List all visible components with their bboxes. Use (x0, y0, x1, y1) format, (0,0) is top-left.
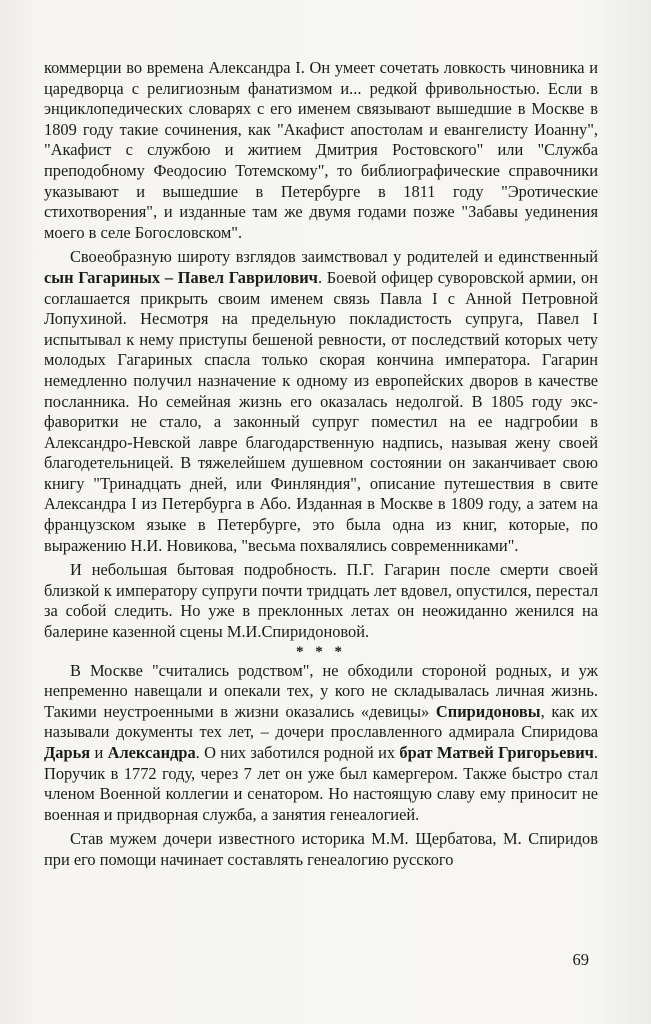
bold-name: Дарья (44, 743, 91, 762)
bold-name: Спиридоновы (435, 701, 541, 721)
bold-name: сын Гагариных – Павел Гаврилович (44, 267, 318, 287)
paragraph-p5 (44, 829, 598, 870)
section-separator: * * * (296, 643, 346, 660)
text-run: и (90, 743, 108, 762)
text-run: . О них заботился родной их (195, 743, 400, 762)
paragraph-p2 (44, 247, 598, 556)
body-text (44, 58, 598, 871)
text-run: . Боевой офицер суворовской армии, он соглашается прикрыть своим именем связь Павла I с Анной Петровной Лопухиной. Несмотря на предельную покладистость супруга, Павел I испытывал к нему приступы бешеной ревности, от последствий которых чету молодых Гагариных спасла только скорая кончина императора. Гагарин немедленно получил назначение к одному из европейских дворов в качестве посланника. Но семейная жизнь его оказалась недолгой. В 1805 году экс-фаворитки не стало, а законный супруг поместил на ее надгробии в Александро-Невской лавре благодарственную надпись, называя жену своей благодетельницей. В тяжелейшем душевном состоянии он заканчивает свою книгу "Тринадцать дней, или Финляндия", описание путешествия в свите Александра I из Петербурга в Або. Изданная в Москве в 1809 году, а затем на французском языке в Петербурге, это была одна из книг, которые, по выражению Н.И. Новикова, "весьма похвалялись современниками". (44, 267, 598, 555)
text-run: Своеобразную широту взглядов заимствовал у родителей и единственный (70, 247, 598, 267)
text-run: коммерции во времена Александра I. Он умеет сочетать ловкость чиновника и царедворца с религиозным фанатизмом и... редкой фривольностью. Если в энциклопедических словарях с его именем связывают вышедшие в Москве в 1809 году такие сочинения, как "Акафист апостолам и евангелисту Иоанну", "Акафист с службою и житием Дмитрия Ростовского" или "Служба преподобному Феодосию Тотемскому", то библиографические справочники указывают и вышедшие в Петербурге в 1811 году "Эротические стихотворения", и изданные там же двумя годами позже "Забавы уединения моего в селе Богословском". (44, 58, 598, 242)
paragraph-p4 (44, 661, 598, 826)
text-run: , как их называли документы тех лет, – дочери прославленного адмирала Спиридова (44, 701, 598, 742)
bold-name: Александра (107, 743, 196, 762)
text-run: И небольшая бытовая подробность. П.Г. Гагарин после смерти своей близкой к императору супруги почти тридцать лет вдовел, опустился, перестал за собой следить. Но уже в преклонных летах он неожиданно женился на балерине казенной сцены М.И.Спиридоновой. (44, 560, 598, 642)
text-run: В Москве "считались родством", не обходили стороной родных, и уж непременно навещали и опекали тех, у кого не складывалась личная жизнь. Такими неустроенными в жизни оказались «девицы» (44, 660, 598, 721)
paragraph-p1 (44, 58, 598, 243)
text-run: . Поручик в 1772 году, через 7 лет он уже был камергером. Также быстро стал членом Военной коллегии и сенатором. Но настоящую славу ему приносит не военная и придворная служба, а занятия генеалогией. (44, 743, 599, 824)
page-number: 69 (572, 950, 589, 969)
text-run: Став мужем дочери известного историка М.М. Щербатова, М. Спиридов при его помощи начинает составлять генеалогию русского (44, 829, 598, 869)
paragraph-p3 (44, 560, 598, 642)
bold-name: брат Матвей Григорьевич (399, 743, 594, 762)
